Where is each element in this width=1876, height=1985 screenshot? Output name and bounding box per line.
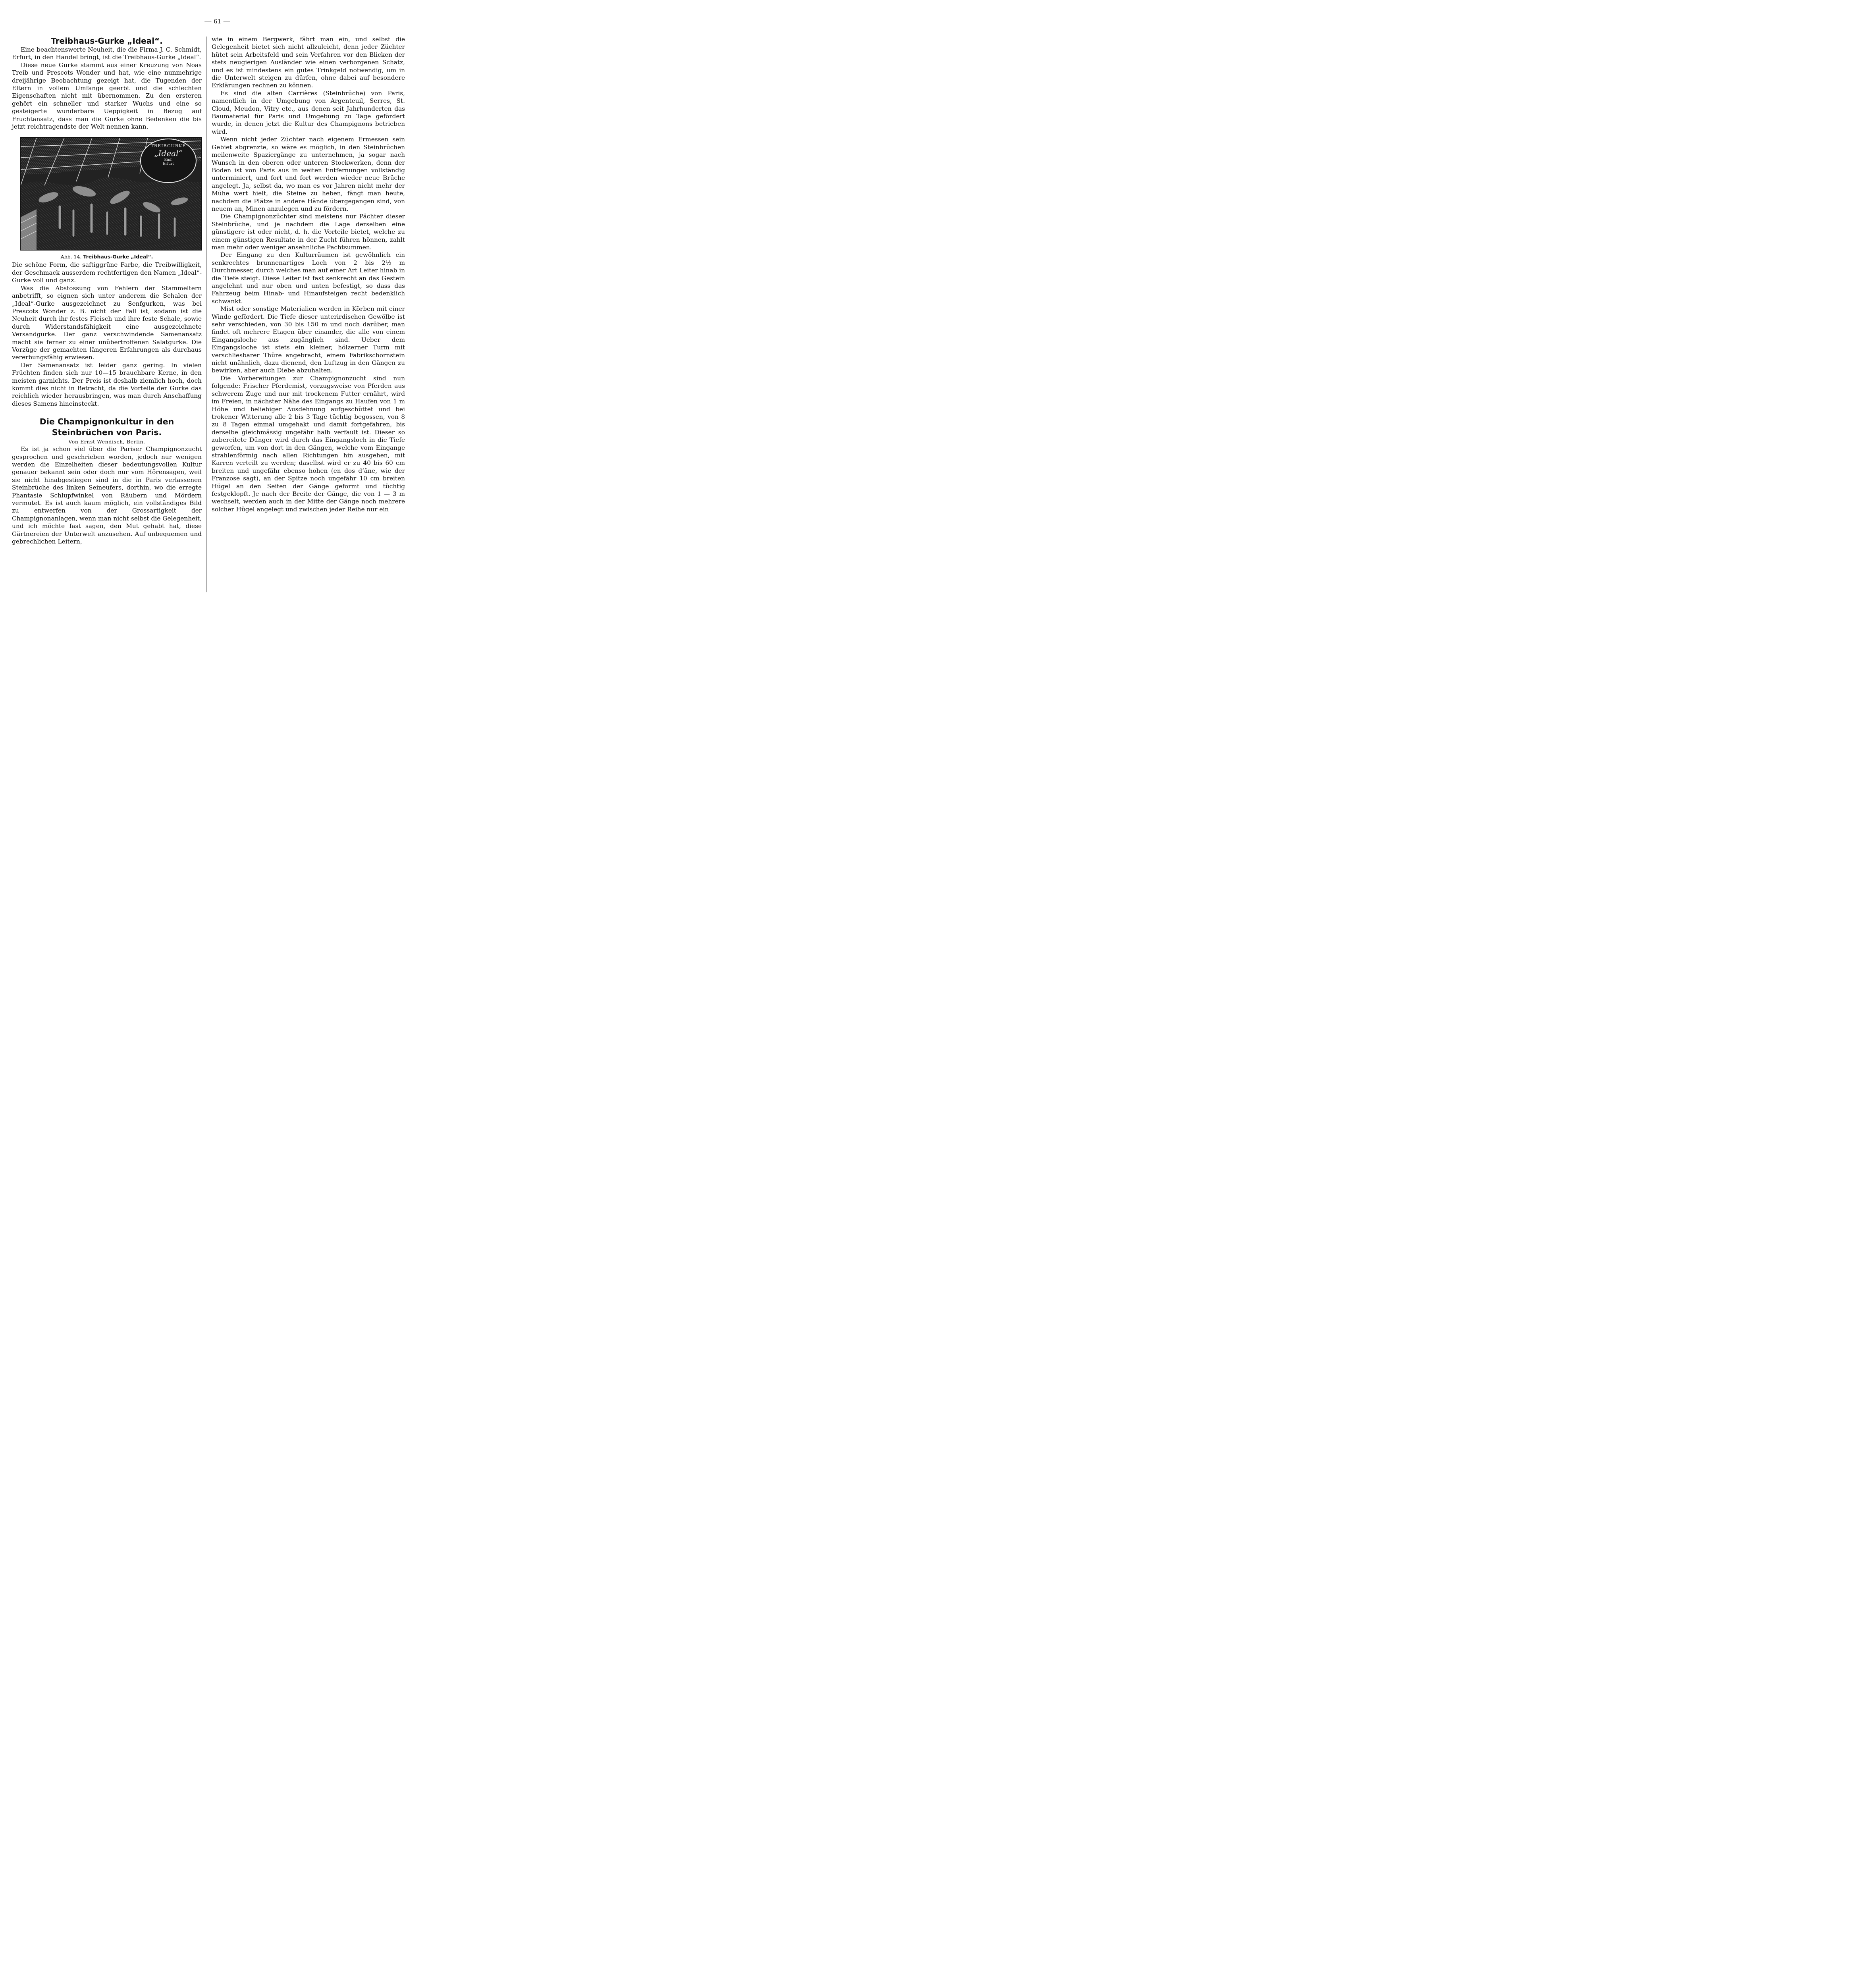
article2-paragraph: Wenn nicht jeder Züchter nach eigenem Ermessen sein Gebiet abgrenzte, so wäre es möglich, in den Steinbrüchen meilenweite Spaziergänge zu unternehmen, ja sogar nach Wunsch in den oberen oder unteren Stockwerken, denn der Boden ist von Paris aus in weiten Entfernungen vollständig unterminiert, und fort und fort werden wieder neue Brüche angelegt. Ja, selbst da, wo man es vor Jahren nicht mehr der Mühe wert hielt, die Steine zu heben, fängt man heute, nachdem die Plätze in andere Hände übergegangen sind, von neuem an, Minen anzulegen und zu fördern.: [212, 136, 405, 212]
article1-paragraph: Eine beachtenswerte Neuheit, die die Firma J. C. Schmidt, Erfurt, in den Handel bringt, ist die Treibhaus-Gurke „Ideal“.: [12, 46, 202, 61]
article1-title: Treibhaus-Gurke „Ideal“.: [51, 36, 163, 46]
figure-caption: [12, 254, 202, 260]
left-column: [12, 36, 202, 545]
article2-paragraph: Mist oder sonstige Materialien werden in Körben mit einer Winde gefördert. Die Tiefe dieser unterirdischen Gewölbe ist sehr verschieden, von 30 bis 150 m und noch darüber, man findet oft mehrere Etagen über einander, die alle von einem Eingangsloche aus zugänglich sind. Ueber dem Eingangsloche ist stets ein kleiner, hölzerner Turm mit verschliesbarer Thüre angebracht, einem Fabrikschornstein nicht unähnlich, dazu dienend, den Luftzug in den Gängen zu bewirken, aber auch Diebe abzuhalten.: [212, 305, 405, 374]
article2-paragraph: Der Eingang zu den Kulturräumen ist gewöhnlich ein senkrechtes brunnenartiges Loch von 2 bis 2½ m Durchmesser, durch welches man auf einer Art Leiter hinab in die Tiefe steigt. Diese Leiter ist fast senkrecht an das Gestein angelehnt und nur oben und unten befestigt, so dass das Fahrzeug beim Hinab- und Hinaufsteigen recht bedenklich schwankt.: [212, 251, 405, 305]
article2-paragraph: Die Champignonzüchter sind meistens nur Pächter dieser Steinbrüche, und je nachdem die Lage derselben eine günstigere ist oder nicht, d. h. die Vorteile bietet, welche zu einem günstigen Resultate in der Zucht führen hönnen, zahlt man mehr oder weniger ansehnliche Pachtsummen.: [212, 213, 405, 251]
article2-paragraph: Die Vorbereitungen zur Champignonzucht sind nun folgende: Frischer Pferdemist, vorzugsweise von Pferden aus schwerem Zuge und nur mit trockenem Futter ernährt, wird im Freien, in nächster Nähe des Eingangs zu Haufen von 1 m Höhe und beliebiger Ausdehnung aufgeschüttet und bei trokener Witterung alle 2 bis 3 Tage tüchtig begossen, von 8 zu 8 Tagen einmal umgehakt und damit fortgefahren, bis derselbe gleichmässig ungefähr halb verfault ist. Dieser so zubereitete Dünger wird durch das Eingangsloch in die Tiefe geworfen, um von dort in den Gängen, welche vom Eingange strahlenförmig nach allen Richtungen hin ausgehen, mit Karren verteilt zu werden; daselbst wird er zu 40 bis 60 cm breiten und ungefähr ebenso hohen (en dos d’âne, wie der Franzose sagt), an der Spitze noch ungefähr 10 cm breiten Hügel an den Seiten der Gänge geformt und tüchtig festgeklopft. Je nach der Breite der Gänge, die von 1 — 3 m wechselt, werden auch in der Mitte der Gänge noch mehrere solcher Hügel angelegt und zwischen jeder Reihe nur ein: [212, 374, 405, 513]
article2-byline: Von Ernst Wendisch, Berlin.: [68, 439, 145, 445]
caption-title: Treibhaus-Gurke „Ideal“.: [83, 254, 153, 260]
page-number: — 61 —: [204, 17, 231, 25]
greenhouse-cucumber-engraving: [20, 137, 202, 251]
article1-paragraph: Der Samenansatz ist leider ganz gering. In vielen Früchten finden sich nur 10—15 brauchbare Kerne, in den meisten garnichts. Der Preis ist deshalb ziemlich hoch, doch kommt dies nicht in Betracht, da die Vorteile der Gurke das reichlich wieder herausbringen, was man durch Anschaffung dieses Samens hineinsteckt.: [12, 361, 202, 407]
stamp-line: TREIBGURKE: [150, 143, 186, 149]
article2-paragraph: Es sind die alten Carrières (Steinbrüche) von Paris, namentlich in der Umgebung von Argenteuil, Serres, St. Cloud, Meudon, Vitry etc., aus denen seit Jahrhunderten das Baumaterial für Paris und Umgebung zu Tage gefördert wurde, in denen jetzt die Kultur des Champignons betrieben wird.: [212, 89, 405, 135]
article2-paragraph: Es ist ja schon viel über die Pariser Champignonzucht gesprochen und geschrieben worden, jedoch nur wenigen werden die Einzelheiten dieser bedeutungsvollen Kultur genauer bekannt sein oder doch nur vom Hörensagen, weil sie nicht hinabgestiegen sind in die in Paris verlassenen Steinbrüche des linken Seineufers, dorthin, wo die erregte Phantasie Schlupfwinkel von Räubern und Mördern vermutet. Es ist auch kaum möglich, ein vollständiges Bild zu entwerfen von der Grossartigkeit der Champignonanlagen, wenn man nicht selbst die Gelegenheit, und ich möchte fast sagen, den Mut gehabt hat, diese Gärtnereien der Unterwelt anzusehen. Auf unbequemen und gebrechlichen Leitern,: [12, 445, 202, 545]
article1-paragraph: Die schöne Form, die saftiggrüne Farbe, die Treibwilligkeit, der Geschmack ausserdem rechtfertigen den Namen „Ideal“-Gurke voll und ganz.: [12, 261, 202, 284]
article2-paragraph: wie in einem Bergwerk, fährt man ein, und selbst die Gelegenheit bietet sich nicht allzuleicht, denn jeder Züchter hütet sein Arbeitsfeld und sein Verfahren vor den Blicken der stets neugierigen Ausländer wie einen verborgenen Schatz, und es ist mindestens ein gutes Trinkgeld notwendig, um in die Unterwelt steigen zu dürfen, ohne dabei auf besondere Erklärungen rechnen zu können.: [212, 36, 405, 89]
article2-title: Die Champignonkultur in den Steinbrüchen von Paris.: [39, 417, 174, 437]
article1-paragraph: Diese neue Gurke stammt aus einer Kreuzung von Noas Treib und Prescots Wonder und hat, wie eine nunmehrige dreijährige Beobachtung gezeigt hat, die Tugenden der Eltern in vollem Umfange geerbt und die schlechten Eigenschaften nicht mit übernommen. Zu den ersteren gehört ein schneller und starker Wuchs und eine so gesteigerte wunderbare Ueppigkeit in Bezug auf Fruchtansatz, dass man die Gurke ohne Bedenken die bis jetzt reichtragendste der Welt nennen kann.: [12, 61, 202, 131]
right-column: [212, 36, 405, 513]
stamp-line: „Ideal“: [154, 148, 183, 158]
article1-paragraph: Was die Abstossung von Fehlern der Stammeltern anbetrifft, so eignen sich unter anderem die Schalen der „Ideal“-Gurke ausgezeichnet zu Senfgurken, was bei Prescots Wonder z. B. nicht der Fall ist, sodann ist die Neuheit durch ihr festes Fleisch und ihre feste Schale, sowie durch Widerstandsfähigkeit eine ausgezeichnete Versandgurke. Der ganz verschwindende Samenansatz macht sie ferner zu einer unübertroffenen Salatgurke. Die Vorzüge der gemachten längeren Erfahrungen als durchaus vererbungsfähig erwiesen.: [12, 284, 202, 361]
stamp-line: Erfurt: [163, 162, 174, 166]
stamp-label: [141, 143, 196, 166]
stamp-line: Einf.: [164, 158, 173, 162]
caption-prefix: Abb. 14.: [60, 254, 82, 260]
